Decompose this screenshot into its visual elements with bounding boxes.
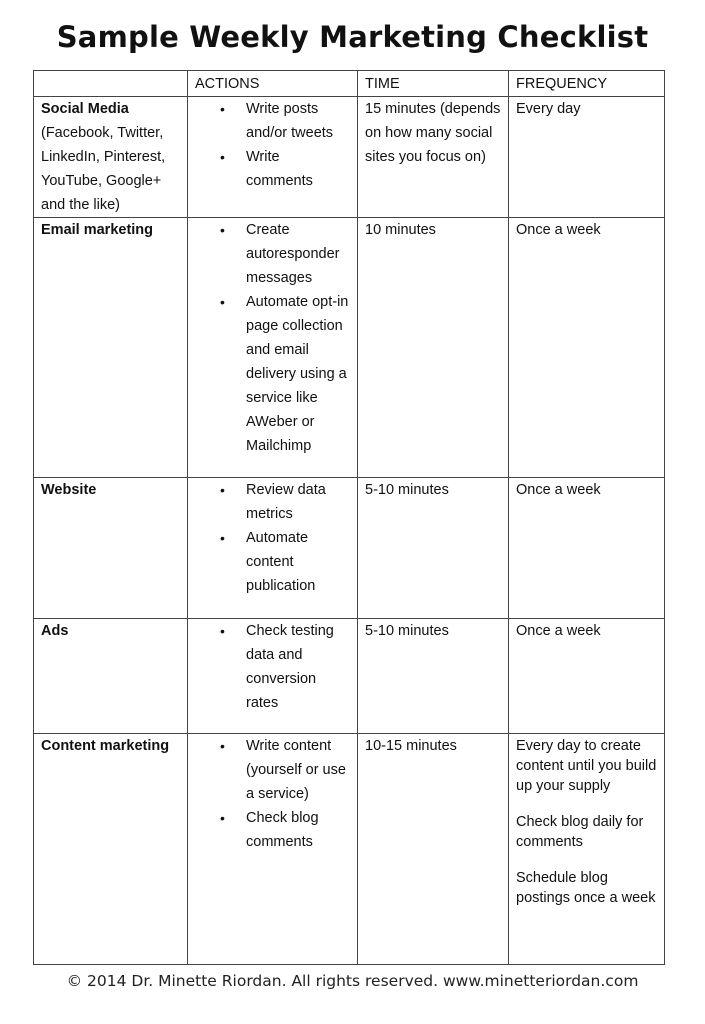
time-cell: 10-15 minutes [358, 734, 509, 965]
action-item: • Check testing data and conversion rates [246, 619, 350, 715]
table-row [34, 734, 665, 965]
header-frequency: FREQUENCY [509, 71, 665, 97]
header-row [34, 71, 665, 97]
action-item: • Write posts and/or tweets [246, 97, 350, 145]
header-actions: ACTIONS [188, 71, 358, 97]
action-item: • Review data metrics [246, 478, 350, 526]
category-cell [34, 619, 188, 734]
category-name: Social Media [41, 101, 129, 117]
category-name: Content marketing [41, 738, 170, 754]
actions-cell [188, 218, 358, 478]
action-item: • Write content (yourself or use a service) [246, 734, 350, 806]
frequency-text: Check blog daily for comments [516, 814, 644, 850]
actions-cell [188, 619, 358, 734]
category-subtitle: (Facebook, Twitter, LinkedIn, Pinterest, YouTube, Google+ and the like) [41, 125, 166, 213]
header-time: TIME [358, 71, 509, 97]
frequency-cell [509, 478, 665, 619]
time-cell: 15 minutes (depends on how many social sites you focus on) [358, 97, 509, 218]
actions-list [195, 734, 350, 854]
actions-cell [188, 478, 358, 619]
action-item: • Check blog comments [246, 806, 350, 854]
frequency-cell [509, 218, 665, 478]
action-item: • Automate opt-in page collection and email delivery using a service like AWeber or Mailchimp [246, 290, 350, 458]
frequency-cell [509, 734, 665, 965]
time-cell: 5-10 minutes [358, 478, 509, 619]
actions-list [195, 218, 350, 458]
action-item: • Automate content publication [246, 526, 350, 598]
action-item: • Create autoresponder messages [246, 218, 350, 290]
table-row [34, 478, 665, 619]
table-row [34, 97, 665, 218]
category-cell [34, 218, 188, 478]
frequency-cell [509, 97, 665, 218]
page-title: Sample Weekly Marketing Checklist [56, 20, 649, 54]
copyright-footer: © 2014 Dr. Minette Riordan. All rights reserved. www.minetteriordan.com [66, 972, 639, 990]
frequency-text: Every day to create content until you build up your supply [516, 738, 657, 794]
category-name: Ads [41, 623, 69, 639]
frequency-text: Once a week [516, 623, 601, 639]
time-cell: 5-10 minutes [358, 619, 509, 734]
category-name: Email marketing [41, 222, 154, 238]
actions-list [195, 478, 350, 598]
category-cell [34, 97, 188, 218]
checklist-table [33, 70, 665, 965]
action-item: • Write comments [246, 145, 350, 193]
actions-cell [188, 734, 358, 965]
category-cell [34, 478, 188, 619]
frequency-cell [509, 619, 665, 734]
actions-list [195, 97, 350, 193]
frequency-text: Once a week [516, 222, 601, 238]
actions-cell [188, 97, 358, 218]
actions-list [195, 619, 350, 715]
frequency-text: Every day [516, 101, 581, 117]
header-category [34, 71, 188, 97]
table-row [34, 218, 665, 478]
frequency-text: Schedule blog postings once a week [516, 870, 656, 906]
time-cell: 10 minutes [358, 218, 509, 478]
frequency-text: Once a week [516, 482, 601, 498]
category-name: Website [41, 482, 97, 498]
category-cell [34, 734, 188, 965]
table-row [34, 619, 665, 734]
